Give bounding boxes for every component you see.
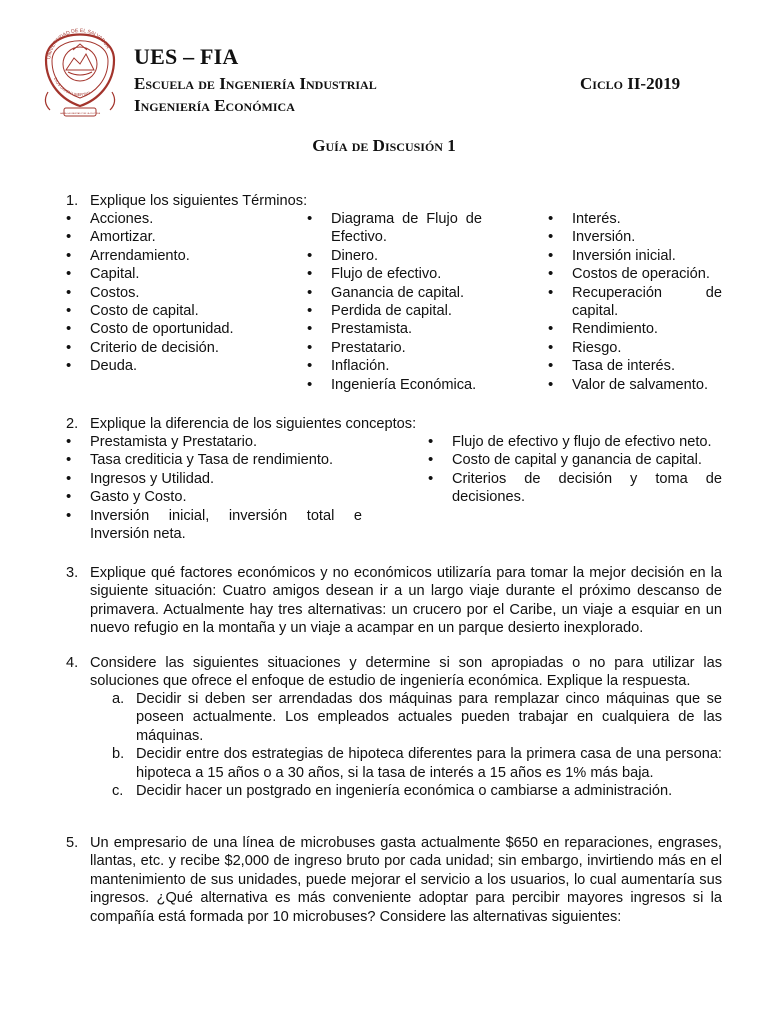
page-title: Guía de Discusión 1 — [312, 136, 456, 155]
list-item: • Recuperación de capital. — [548, 284, 722, 321]
list-item: • Prestamista. — [307, 320, 482, 338]
list-item: • Deuda. — [66, 357, 296, 375]
q4-text: Considere las siguientes situaciones y determine si son apropiadas o no para utilizar las soluciones que ofrece el enfoque de estudio de ingeniería económica. Explique la respuesta. — [90, 655, 722, 690]
list-item: • Costos de operación. — [548, 265, 722, 283]
q1-number: 1. — [66, 193, 79, 209]
list-item: • Inversión inicial. — [548, 247, 722, 265]
list-item: • Costos. — [66, 284, 296, 302]
list-item: • Inflación. — [307, 357, 482, 375]
svg-text:UNIVERSIDAD DE EL SALVADOR: UNIVERSIDAD DE EL SALVADOR — [46, 27, 111, 60]
list-item: • Tasa de interés. — [548, 357, 722, 375]
list-item: • Prestamista y Prestatario. — [66, 433, 362, 451]
q3-number: 3. — [66, 565, 79, 581]
list-item: • Tasa crediticia y Tasa de rendimiento. — [66, 451, 362, 469]
item-letter: c. — [112, 783, 124, 800]
q2-text: Explique la diferencia de los siguientes conceptos: — [90, 416, 417, 432]
item-text: Decidir entre dos estrategias de hipoteca diferentes para la primera casa de una persona: hipoteca a 15 años o a 30 años, si la tasa de interés a 15 años es 1% más baja. — [136, 746, 722, 781]
list-item: • Costo de oportunidad. — [66, 320, 296, 338]
list-item: • Valor de salvamento. — [548, 376, 722, 394]
list-item: • Gasto y Costo. — [66, 488, 362, 506]
list-item: • Riesgo. — [548, 339, 722, 357]
list-item: • Diagrama de Flujo de Efectivo. — [307, 210, 482, 247]
school-name: Escuela de Ingeniería Industrial — [134, 74, 377, 93]
list-item: • Flujo de efectivo y flujo de efectivo neto. — [428, 433, 722, 451]
q1-list-col1 — [66, 210, 296, 376]
list-item: • Costo de capital y ganancia de capital. — [428, 451, 722, 469]
university-seal-logo — [40, 18, 120, 122]
q2-list-col1 — [66, 433, 362, 543]
list-item: • Ingresos y Utilidad. — [66, 470, 362, 488]
list-item — [112, 782, 722, 800]
list-item: • Inversión. — [548, 228, 722, 246]
list-item: • Criterio de decisión. — [66, 339, 296, 357]
list-item: • Amortizar. — [66, 228, 296, 246]
list-item: • Ganancia de capital. — [307, 284, 482, 302]
cycle-label: Ciclo II-2019 — [580, 74, 681, 93]
svg-text:HACIA LA LIBERTAD POR LA CULTU: HACIA LA LIBERTAD POR LA CULTURA — [59, 113, 101, 115]
q2-number: 2. — [66, 416, 79, 432]
q4-number: 4. — [66, 655, 79, 671]
q1-list-col2 — [307, 210, 482, 394]
list-item: • Arrendamiento. — [66, 247, 296, 265]
list-item: • Rendimiento. — [548, 320, 722, 338]
item-letter: a. — [112, 691, 125, 707]
list-item — [112, 690, 722, 745]
list-item: • Interés. — [548, 210, 722, 228]
item-text: Decidir hacer un postgrado en ingeniería económica o cambiarse a administración. — [136, 783, 673, 800]
list-item — [112, 745, 722, 782]
subject-name: Ingeniería Económica — [134, 96, 295, 115]
list-item: • Acciones. — [66, 210, 296, 228]
list-item: • Costo de capital. — [66, 302, 296, 320]
q5-number: 5. — [66, 835, 79, 851]
q1-list-col3 — [548, 210, 722, 394]
list-item: • Flujo de efectivo. — [307, 265, 482, 283]
svg-text:DIOS UNION LIBERTAD: DIOS UNION LIBERTAD — [53, 76, 91, 98]
item-letter: b. — [112, 746, 125, 763]
q1-text: Explique los siguientes Términos: — [90, 193, 308, 209]
list-item: • Perdida de capital. — [307, 302, 482, 320]
q4-sublist — [112, 690, 722, 800]
q3-text: Explique qué factores económicos y no económicos utilizaría para tomar la mejor decisión en la siguiente situación: Cuatro amigos desean ir a un largo viaje durante el próximo descanso de primavera. Actualmente hay tres alternativas: un crucero por el Caribe, un viaje a esquiar en un nuevo refugio en la montaña y un viaje a acampar en un parque desierto inexplorado. — [90, 565, 722, 637]
item-text: Decidir si deben ser arrendadas dos máquinas para remplazar cinco máquinas que se poseen actualmente. Los empleados actuales pueden trabajar en cualquiera de las máquinas. — [136, 691, 722, 744]
q2-list-col2 — [428, 433, 722, 507]
org-title: UES – FIA — [134, 44, 239, 69]
list-item: • Criterios de decisión y toma de decisiones. — [428, 470, 722, 507]
list-item: • Ingeniería Económica. — [307, 376, 482, 394]
list-item: • Prestatario. — [307, 339, 482, 357]
list-item: • Inversión inicial, inversión total e Inversión neta. — [66, 507, 362, 544]
list-item: • Capital. — [66, 265, 296, 283]
q5-text: Un empresario de una línea de microbuses gasta actualmente $650 en reparaciones, engrases, llantas, etc. y recibe $2,000 de ingreso bruto por cada unidad; sin embargo, invirtiendo más en el mantenimiento de sus unidades, puede mejorar el servicio a los usuarios, lo cual aumentaría sus ingresos. ¿Qué alternativa es más conveniente adoptar para percibir mayores ingresos si la compañía está formada por 10 microbuses? Considere las alternativas siguientes: — [90, 835, 722, 925]
list-item: • Dinero. — [307, 247, 482, 265]
